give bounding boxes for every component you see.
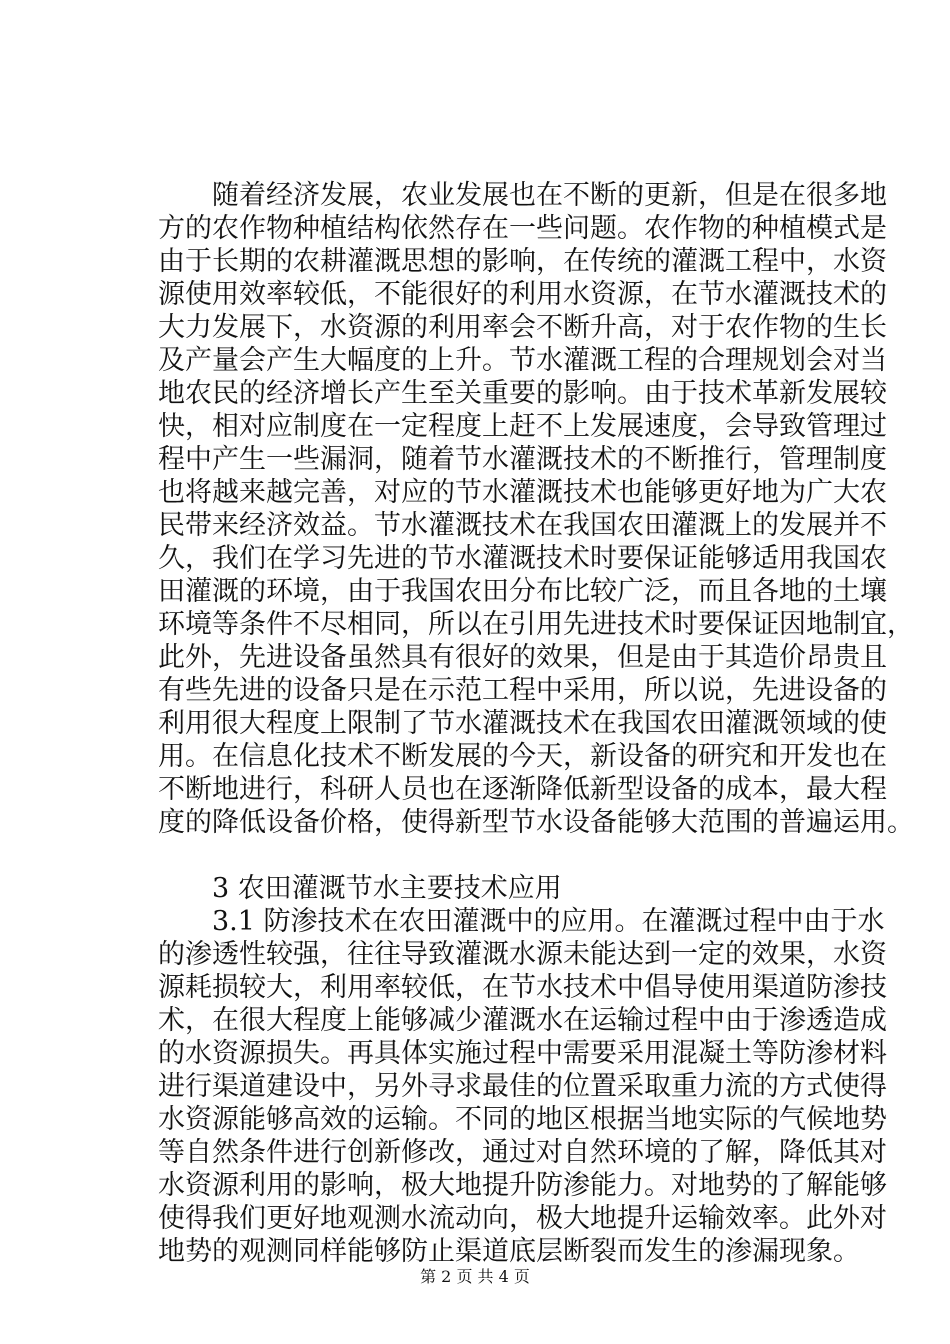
paragraph-2-line: 水资源能够高效的运输。不同的地区根据当地实际的气候地势 (158, 1104, 887, 1135)
paragraph-1-line: 不断地进行，科研人员也在逐渐降低新型设备的成本，最大程 (158, 774, 887, 805)
paragraph-1-line: 久，我们在学习先进的节水灌溉技术时要保证能够适用我国农 (158, 543, 887, 574)
paragraph-2-line: 进行渠道建设中，另外寻求最佳的位置采取重力流的方式使得 (158, 1071, 887, 1102)
page-number-footer: 第 2 页 共 4 页 (420, 1267, 530, 1286)
paragraph-1-line: 用。在信息化技术不断发展的今天，新设备的研究和开发也在 (158, 741, 887, 772)
paragraph-2-line: 地势的观测同样能够防止渠道底层断裂而发生的渗漏现象。 (158, 1236, 860, 1267)
section-heading: 3 农田灌溉节水主要技术应用 (158, 873, 562, 904)
paragraph-2-line: 术，在很大程度上能够减少灌溉水在运输过程中由于渗透造成 (158, 1005, 887, 1036)
paragraph-1-line: 利用很大程度上限制了节水灌溉技术在我国农田灌溉领域的使 (158, 708, 887, 739)
paragraph-1-line: 也将越来越完善，对应的节水灌溉技术也能够更好地为广大农 (158, 477, 887, 508)
paragraph-1-line: 由于长期的农耕灌溉思想的影响，在传统的灌溉工程中，水资 (158, 246, 887, 277)
paragraph-1-line: 程中产生一些漏洞，随着节水灌溉技术的不断推行，管理制度 (158, 444, 887, 475)
paragraph-1-line: 方的农作物种植结构依然存在一些问题。农作物的种植模式是 (158, 213, 887, 244)
paragraph-2-line: 等自然条件进行创新修改，通过对自然环境的了解，降低其对 (158, 1137, 887, 1168)
paragraph-2-line: 使得我们更好地观测水流动向，极大地提升运输效率。此外对 (158, 1203, 887, 1234)
paragraph-2-line: 的渗透性较强，往往导致灌溉水源未能达到一定的效果，水资 (158, 939, 887, 970)
paragraph-2-line: 3.1 防渗技术在农田灌溉中的应用。在灌溉过程中由于水 (158, 906, 885, 937)
paragraph-1-line: 地农民的经济增长产生至关重要的影响。由于技术革新发展较 (158, 378, 887, 409)
paragraph-1-line: 民带来经济效益。节水灌溉技术在我国农田灌溉上的发展并不 (158, 510, 887, 541)
paragraph-2-line: 源耗损较大，利用率较低，在节水技术中倡导使用渠道防渗技 (158, 972, 887, 1003)
paragraph-1-line: 随着经济发展，农业发展也在不断的更新，但是在很多地 (158, 180, 887, 211)
paragraph-1-line: 田灌溉的环境，由于我国农田分布比较广泛，而且各地的土壤 (158, 576, 887, 607)
paragraph-1-line: 及产量会产生大幅度的上升。节水灌溉工程的合理规划会对当 (158, 345, 887, 376)
paragraph-2-line: 水资源利用的影响，极大地提升防渗能力。对地势的了解能够 (158, 1170, 887, 1201)
paragraph-1-line: 此外，先进设备虽然具有很好的效果，但是由于其造价昂贵且 (158, 642, 887, 673)
paragraph-1-line: 大力发展下，水资源的利用率会不断升高，对于农作物的生长 (158, 312, 887, 343)
paragraph-2-line: 的水资源损失。再具体实施过程中需要采用混凝土等防渗材料 (158, 1038, 887, 1069)
paragraph-1-line: 环境等条件不尽相同，所以在引用先进技术时要保证因地制宜， (158, 609, 914, 640)
paragraph-1-line: 快，相对应制度在一定程度上赶不上发展速度，会导致管理过 (158, 411, 887, 442)
paragraph-1-line: 度的降低设备价格，使得新型节水设备能够大范围的普遍运用。 (158, 807, 914, 838)
paragraph-1-line: 有些先进的设备只是在示范工程中采用，所以说，先进设备的 (158, 675, 887, 706)
paragraph-1-line: 源使用效率较低，不能很好的利用水资源，在节水灌溉技术的 (158, 279, 887, 310)
